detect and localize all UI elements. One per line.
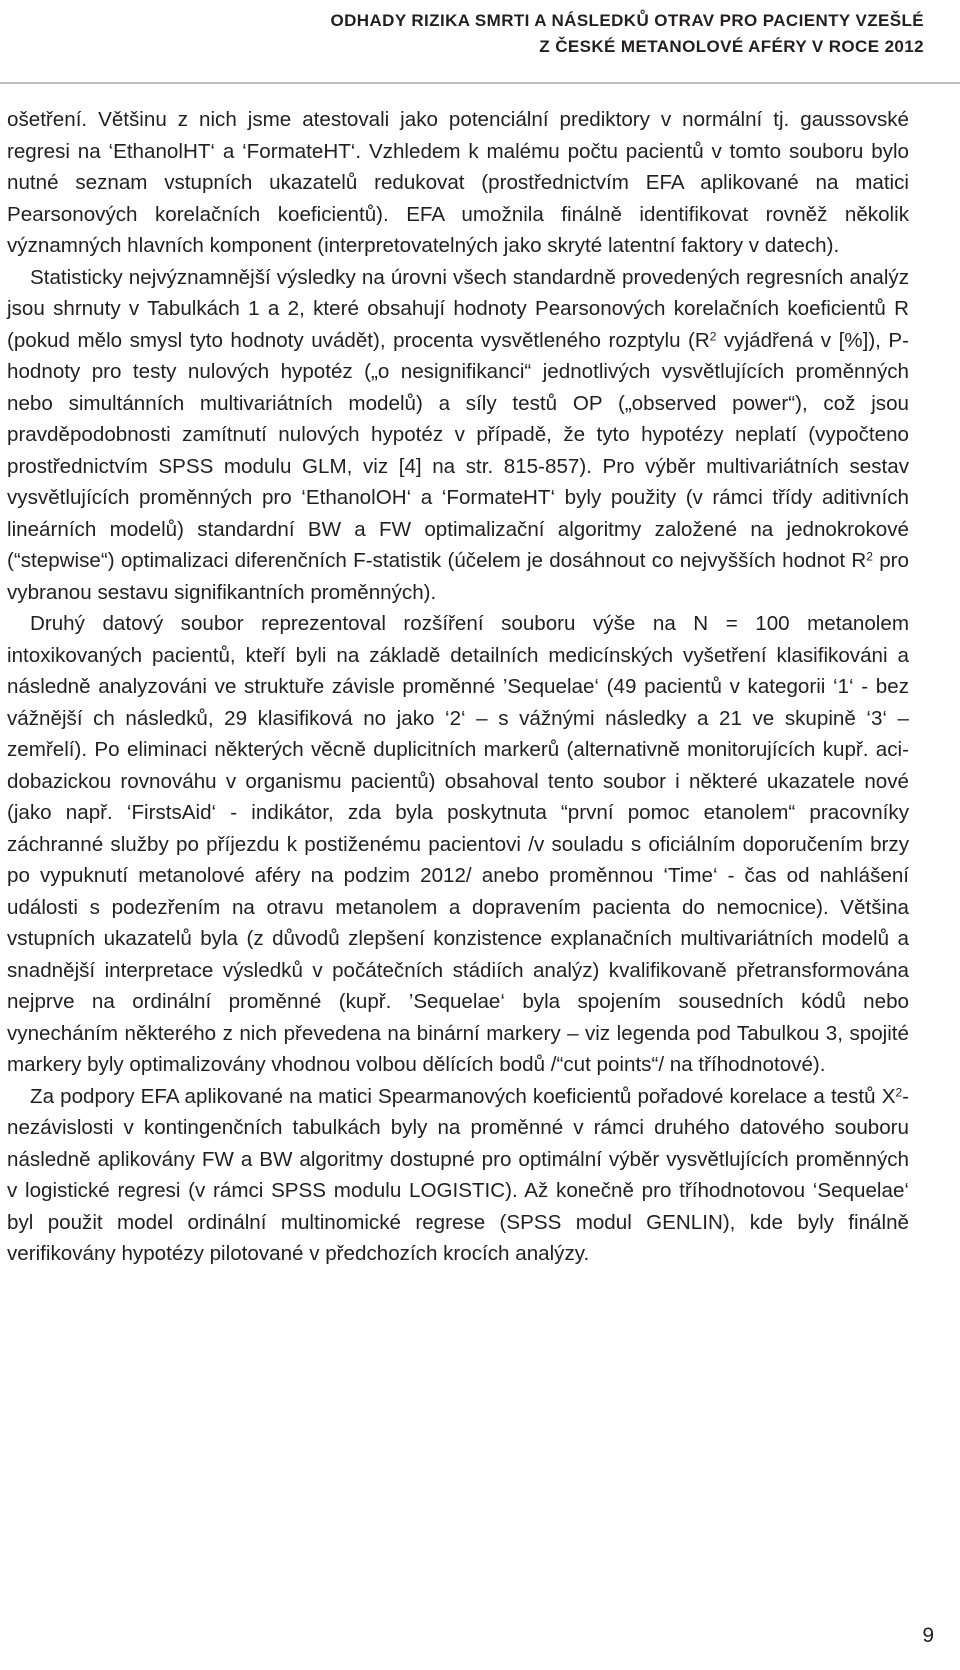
header-divider xyxy=(0,82,960,84)
running-header xyxy=(330,8,924,60)
superscript-2: 2 xyxy=(709,328,717,343)
paragraph-1 xyxy=(7,104,909,262)
paragraph-3-text: Druhý datový soubor reprezentoval rozšíření souboru výše na N = 100 metanolem intoxikovaných pacientů, kteří byli na základě detailních medicínských vyšetření klasifikováni a následně analyzováni ve struktuře závisle proměnné ’Sequelae‘ (49 pacientů v kategorii ‘1‘ - bez vážnější ch následků, 29 klasifiková no jako ‘2‘ – s vážnými následky a 21 ve skupině ‘3‘ – zemřelí). Po eliminaci některých věcně duplicitních markerů (alternativně monitorujících kupř. acidobazickou rovnováhu v organismu pacientů) obsahoval tento soubor i některé ukazatele nové (jako např. ‘FirstsAid‘ - indikátor, zda byla poskytnuta “první pomoc etanolem“ pracovníky záchranné služby po příjezdu k postiženému pacientovi /v souladu s oficiálním doporučením brzy po vypuknutí metanolové aféry na podzim 2012/ anebo proměnnou ‘Time‘ - čas od nahlášení události s podezřením na otravu metanolem a dopravením pacienta do nemocnice). Většina vstupních ukazatelů byla (z důvodů zlepšení konzistence explanačních multivariátních modelů a snadnější interpretace výsledků v počátečních stádiích analýz) kvalifikovaně přetransformována nejprve na ordinální proměnné (kupř. ’Sequelae‘ byla spojením sousedních kódů nebo vynecháním některého z nich převedena na binární markery – viz legenda pod Tabulkou 3, spojité markery byly optimalizovány vhodnou volbou dělících bodů /“cut points“/ na tříhodnotové). xyxy=(7,612,909,1076)
superscript-2: 2 xyxy=(895,1084,903,1099)
paragraph-2-text-b: vyjádřená v [%]), P-hodnoty pro testy nulových hypotéz („o nesignifikanci“ jednotlivých vysvětlujících proměnných nebo simultánních multivariátních modelů) a síly testů OP („observed power“), což jsou pravděpodobnosti zamítnutí nulových hypotéz v případě, že tyto hypotézy neplatí (vypočteno prostřednictvím SPSS modulu GLM, viz [4] na str. 815-857). Pro výběr multivariátních sestav vysvětlujících proměnných pro ‘EthanolOH‘ a ‘FormateHT‘ byly použity (v rámci třídy aditivních lineárních modelů) standardní BW a FW optimalizační algoritmy založené na jednokrokové (“stepwise“) optimalizaci diferenčních F-statistik (účelem je dosáhnout co nejvyšších hodnot R xyxy=(7,328,909,572)
running-header-line-1: ODHADY RIZIKA SMRTI A NÁSLEDKŮ OTRAV PRO PACIENTY VZEŠLÉ xyxy=(330,11,924,30)
paragraph-2 xyxy=(7,262,909,609)
running-header-line-2: Z ČESKÉ METANOLOVÉ AFÉRY V ROCE 2012 xyxy=(539,37,924,56)
paragraph-4-text-b: -nezávislosti v kontingenčních tabulkách byly na proměnné v rámci druhého datového souboru následně aplikovány FW a BW algoritmy dostupné pro optimální výběr vysvětlujících proměnných v logistické regresi (v rámci SPSS modulu LOGISTIC). Až konečně pro tříhodnotovou ‘Sequelae‘ byl použit model ordinální multinomické regrese (SPSS modul GENLIN), kde byly finálně verifikovány hypotézy pilotované v předchozích krocích analýzy. xyxy=(7,1084,909,1265)
paragraph-4 xyxy=(7,1081,909,1270)
superscript-2: 2 xyxy=(866,549,873,564)
paragraph-3 xyxy=(7,608,909,1081)
body-text xyxy=(7,104,909,1270)
paragraph-4-text-a: Za podpory EFA aplikované na matici Spearmanových koeficientů pořadové korelace a testů Χ xyxy=(30,1084,896,1108)
paragraph-2-text-a: Statisticky nejvýznamnější výsledky na úrovni všech standardně provedených regresních analýz jsou shrnuty v Tabulkách 1 a 2, které obsahují hodnoty Pearsonových korelačních koeficientů R (pokud mělo smysl tyto hodnoty uvádět), procenta vysvětleného rozptylu (R xyxy=(7,265,909,352)
paragraph-2-text-c: pro vybranou sestavu signifikantních proměnných). xyxy=(7,549,909,604)
page-number: 9 xyxy=(922,1624,934,1647)
paragraph-1-text: ošetření. Většinu z nich jsme atestovali jako potenciální prediktory v normální tj. gaussovské regresi na ‘EthanolHT‘ a ‘FormateHT‘. Vzhledem k malému počtu pacientů v tomto souboru bylo nutné seznam vstupních ukazatelů redukovat (prostřednictvím EFA aplikované na matici Pearsonových korelačních koeficientů). EFA umožnila finálně identifikovat rovněž několik významných hlavních komponent (interpretovatelných jako skryté latentní faktory v datech). xyxy=(7,108,909,257)
